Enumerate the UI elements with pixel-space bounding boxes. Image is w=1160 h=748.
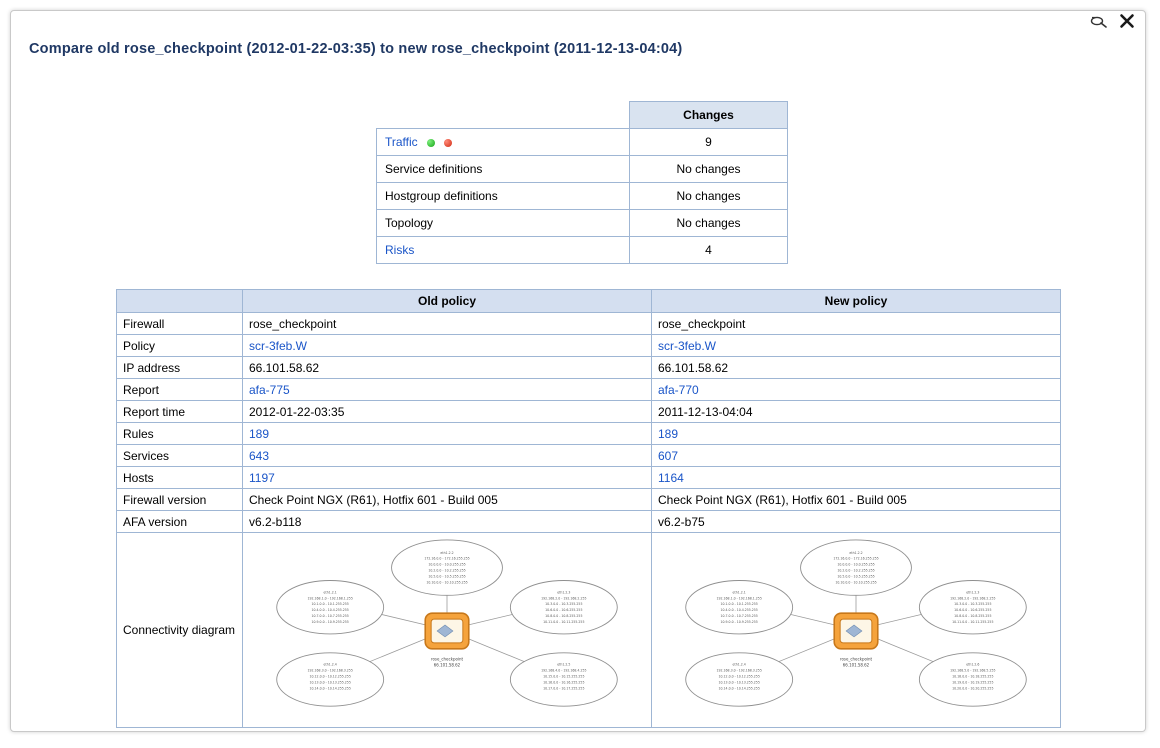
new-rules-link[interactable]: 189 [658,426,679,441]
new-firewall-version: Check Point NGX (R61), Hotfix 601 - Build 005 [652,489,1061,511]
old-report-value [243,379,652,401]
new-hosts-value [652,467,1061,489]
traffic-link[interactable]: Traffic [385,135,418,149]
table-row [117,357,1061,379]
svg-text:eth1.2.2: eth1.2.2 [440,550,454,555]
svg-text:10.18.0.0 - 10.18.255.255: 10.18.0.0 - 10.18.255.255 [952,674,994,679]
summary-value-traffic: 9 [630,129,788,156]
svg-text:66.101.58.62: 66.101.58.62 [433,662,461,668]
svg-text:eth1.2.1: eth1.2.1 [732,590,746,595]
summary-value-risks: 4 [630,237,788,264]
svg-text:10.1.0.0 - 10.1.255.255: 10.1.0.0 - 10.1.255.255 [720,602,758,607]
row-label-report-time: Report time [117,401,243,423]
old-ip-address: 66.101.58.62 [243,357,652,379]
table-row [117,467,1061,489]
summary-changes-header: Changes [630,102,788,129]
print-icon[interactable] [1089,11,1109,31]
svg-text:eth1.2.3: eth1.2.3 [966,590,980,595]
row-label-hosts: Hosts [117,467,243,489]
svg-text:66.101.58.62: 66.101.58.62 [842,662,870,668]
summary-value-service-definitions: No changes [630,156,788,183]
table-row [117,423,1061,445]
new-report-time: 2011-12-13-04:04 [652,401,1061,423]
svg-text:10.6.0.0 - 10.6.255.255: 10.6.0.0 - 10.6.255.255 [954,608,992,613]
table-row [117,379,1061,401]
svg-text:eth1.2.4: eth1.2.4 [323,662,337,667]
row-label-services: Services [117,445,243,467]
status-dot-red [444,139,452,147]
summary-row-risks [377,237,630,264]
compare-old-policy-header: Old policy [243,290,652,313]
new-services-value [652,445,1061,467]
svg-text:10.15.0.0 - 10.15.255.255: 10.15.0.0 - 10.15.255.255 [543,674,585,679]
svg-text:10.4.0.0 - 10.4.255.255: 10.4.0.0 - 10.4.255.255 [311,608,349,613]
svg-text:10.5.0.0 - 10.5.255.255: 10.5.0.0 - 10.5.255.255 [428,574,466,579]
svg-text:10.9.0.0 - 10.9.255.255: 10.9.0.0 - 10.9.255.255 [720,620,758,625]
table-row [117,401,1061,423]
svg-text:10.4.0.0 - 10.4.255.255: 10.4.0.0 - 10.4.255.255 [720,608,758,613]
svg-text:eth1.2.2: eth1.2.2 [849,550,863,555]
row-label-report: Report [117,379,243,401]
svg-text:192.168.1.0 - 192.168.1.255: 192.168.1.0 - 192.168.1.255 [307,596,353,601]
row-label-rules: Rules [117,423,243,445]
table-row [117,335,1061,357]
table-row [377,237,788,264]
old-connectivity-diagram [243,533,652,728]
svg-text:10.1.0.0 - 10.1.255.255: 10.1.0.0 - 10.1.255.255 [311,602,349,607]
compare-window [10,10,1146,732]
row-label-policy: Policy [117,335,243,357]
svg-text:10.20.0.0 - 10.20.255.255: 10.20.0.0 - 10.20.255.255 [952,686,994,691]
new-ip-address: 66.101.58.62 [652,357,1061,379]
policy-comparison-table [116,289,1061,728]
new-report-link[interactable]: afa-770 [658,382,699,397]
old-afa-version: v6.2-b118 [243,511,652,533]
summary-blank-header [377,102,630,129]
svg-text:10.10.0.0 - 10.10.255.255: 10.10.0.0 - 10.10.255.255 [426,580,468,585]
old-policy-link[interactable]: scr-3feb.W [249,338,308,353]
new-report-value [652,379,1061,401]
new-hosts-link[interactable]: 1164 [658,470,684,485]
status-dot-green [427,139,435,147]
svg-text:192.168.2.0 - 192.168.2.255: 192.168.2.0 - 192.168.2.255 [541,596,587,601]
svg-text:10.19.0.0 - 10.19.255.255: 10.19.0.0 - 10.19.255.255 [952,680,994,685]
svg-text:eth1.2.5: eth1.2.5 [557,662,571,667]
svg-text:10.13.0.0 - 10.13.255.255: 10.13.0.0 - 10.13.255.255 [309,680,351,685]
table-row [377,156,788,183]
old-rules-value [243,423,652,445]
svg-text:eth1.2.1: eth1.2.1 [323,590,337,595]
svg-text:10.16.0.0 - 10.16.255.255: 10.16.0.0 - 10.16.255.255 [543,680,585,685]
old-diagram-canvas [249,534,645,726]
svg-text:eth1.2.6: eth1.2.6 [966,662,980,667]
window-controls [1089,7,1137,35]
svg-text:10.3.0.0 - 10.3.255.255: 10.3.0.0 - 10.3.255.255 [954,602,992,607]
close-icon[interactable] [1117,11,1137,31]
table-row [117,313,1061,335]
summary-value-hostgroup-definitions: No changes [630,183,788,210]
old-services-value [243,445,652,467]
row-label-firewall: Firewall [117,313,243,335]
svg-text:eth1.2.3: eth1.2.3 [557,590,571,595]
svg-text:eth1.2.4: eth1.2.4 [732,662,746,667]
table-row [117,511,1061,533]
page-title: Compare old rose_checkpoint (2012-01-22-03:35) to new rose_checkpoint (2011-12-13-04:04) [29,41,683,57]
svg-text:10.12.0.0 - 10.12.255.255: 10.12.0.0 - 10.12.255.255 [309,674,351,679]
svg-text:10.11.0.0 - 10.11.255.255: 10.11.0.0 - 10.11.255.255 [952,620,994,625]
table-row [377,183,788,210]
svg-text:172.16.0.0 - 172.16.255.255: 172.16.0.0 - 172.16.255.255 [833,556,879,561]
svg-text:192.168.2.0 - 192.168.2.255: 192.168.2.0 - 192.168.2.255 [950,596,996,601]
svg-text:10.12.0.0 - 10.12.255.255: 10.12.0.0 - 10.12.255.255 [718,674,760,679]
svg-text:10.8.0.0 - 10.8.255.255: 10.8.0.0 - 10.8.255.255 [954,614,992,619]
svg-text:10.8.0.0 - 10.8.255.255: 10.8.0.0 - 10.8.255.255 [545,614,583,619]
row-label-firewall-version: Firewall version [117,489,243,511]
old-hosts-value [243,467,652,489]
svg-text:10.11.0.0 - 10.11.255.255: 10.11.0.0 - 10.11.255.255 [543,620,585,625]
old-rules-link[interactable]: 189 [249,426,270,441]
svg-text:rose_checkpoint: rose_checkpoint [430,656,464,662]
old-report-time: 2012-01-22-03:35 [243,401,652,423]
row-label-connectivity-diagram: Connectivity diagram [117,533,243,728]
svg-text:10.2.0.0 - 10.2.255.255: 10.2.0.0 - 10.2.255.255 [837,568,875,573]
svg-text:10.5.0.0 - 10.5.255.255: 10.5.0.0 - 10.5.255.255 [837,574,875,579]
compare-blank-header [117,290,243,313]
svg-text:10.0.0.0 - 10.0.255.255: 10.0.0.0 - 10.0.255.255 [837,562,875,567]
old-firewall: rose_checkpoint [243,313,652,335]
new-diagram-canvas [658,534,1054,726]
svg-text:10.14.0.0 - 10.14.255.255: 10.14.0.0 - 10.14.255.255 [718,686,760,691]
table-row-connectivity [117,533,1061,728]
row-label-ip-address: IP address [117,357,243,379]
new-services-link[interactable]: 607 [658,448,679,463]
new-rules-value [652,423,1061,445]
svg-text:10.3.0.0 - 10.3.255.255: 10.3.0.0 - 10.3.255.255 [545,602,583,607]
svg-text:10.7.0.0 - 10.7.255.255: 10.7.0.0 - 10.7.255.255 [720,614,758,619]
svg-text:10.14.0.0 - 10.14.255.255: 10.14.0.0 - 10.14.255.255 [309,686,351,691]
svg-text:10.13.0.0 - 10.13.255.255: 10.13.0.0 - 10.13.255.255 [718,680,760,685]
new-connectivity-diagram [652,533,1061,728]
risks-link[interactable]: Risks [385,243,415,257]
table-row [117,445,1061,467]
new-policy-value [652,335,1061,357]
svg-text:192.168.1.0 - 192.168.1.255: 192.168.1.0 - 192.168.1.255 [716,596,762,601]
table-header-row [117,290,1061,313]
svg-text:10.2.0.0 - 10.2.255.255: 10.2.0.0 - 10.2.255.255 [428,568,466,573]
row-label-afa-version: AFA version [117,511,243,533]
svg-text:192.168.3.0 - 192.168.3.255: 192.168.3.0 - 192.168.3.255 [716,668,762,673]
summary-row-traffic [377,129,630,156]
old-firewall-version: Check Point NGX (R61), Hotfix 601 - Build 005 [243,489,652,511]
svg-text:10.6.0.0 - 10.6.255.255: 10.6.0.0 - 10.6.255.255 [545,608,583,613]
summary-row-service-definitions: Service definitions [377,156,630,183]
svg-text:10.9.0.0 - 10.9.255.255: 10.9.0.0 - 10.9.255.255 [311,620,349,625]
old-report-link[interactable]: afa-775 [249,382,290,397]
table-row [377,129,788,156]
svg-text:10.10.0.0 - 10.10.255.255: 10.10.0.0 - 10.10.255.255 [835,580,877,585]
table-row [377,210,788,237]
svg-text:192.168.4.0 - 192.168.4.255: 192.168.4.0 - 192.168.4.255 [541,668,587,673]
new-firewall: rose_checkpoint [652,313,1061,335]
new-policy-link[interactable]: scr-3feb.W [658,338,717,353]
svg-text:10.17.0.0 - 10.17.255.255: 10.17.0.0 - 10.17.255.255 [543,686,585,691]
svg-text:192.168.3.0 - 192.168.3.255: 192.168.3.0 - 192.168.3.255 [307,668,353,673]
old-services-link[interactable]: 643 [249,448,270,463]
svg-text:192.168.5.0 - 192.168.5.255: 192.168.5.0 - 192.168.5.255 [950,668,996,673]
svg-text:10.7.0.0 - 10.7.255.255: 10.7.0.0 - 10.7.255.255 [311,614,349,619]
svg-text:10.0.0.0 - 10.0.255.255: 10.0.0.0 - 10.0.255.255 [428,562,466,567]
new-afa-version: v6.2-b75 [652,511,1061,533]
svg-text:172.16.0.0 - 172.16.255.255: 172.16.0.0 - 172.16.255.255 [424,556,470,561]
table-header-row [377,102,788,129]
table-row [117,489,1061,511]
old-policy-value [243,335,652,357]
summary-row-hostgroup-definitions: Hostgroup definitions [377,183,630,210]
svg-text:rose_checkpoint: rose_checkpoint [839,656,873,662]
summary-row-topology: Topology [377,210,630,237]
summary-value-topology: No changes [630,210,788,237]
changes-summary-table [376,101,788,264]
old-hosts-link[interactable]: 1197 [249,470,275,485]
compare-new-policy-header: New policy [652,290,1061,313]
